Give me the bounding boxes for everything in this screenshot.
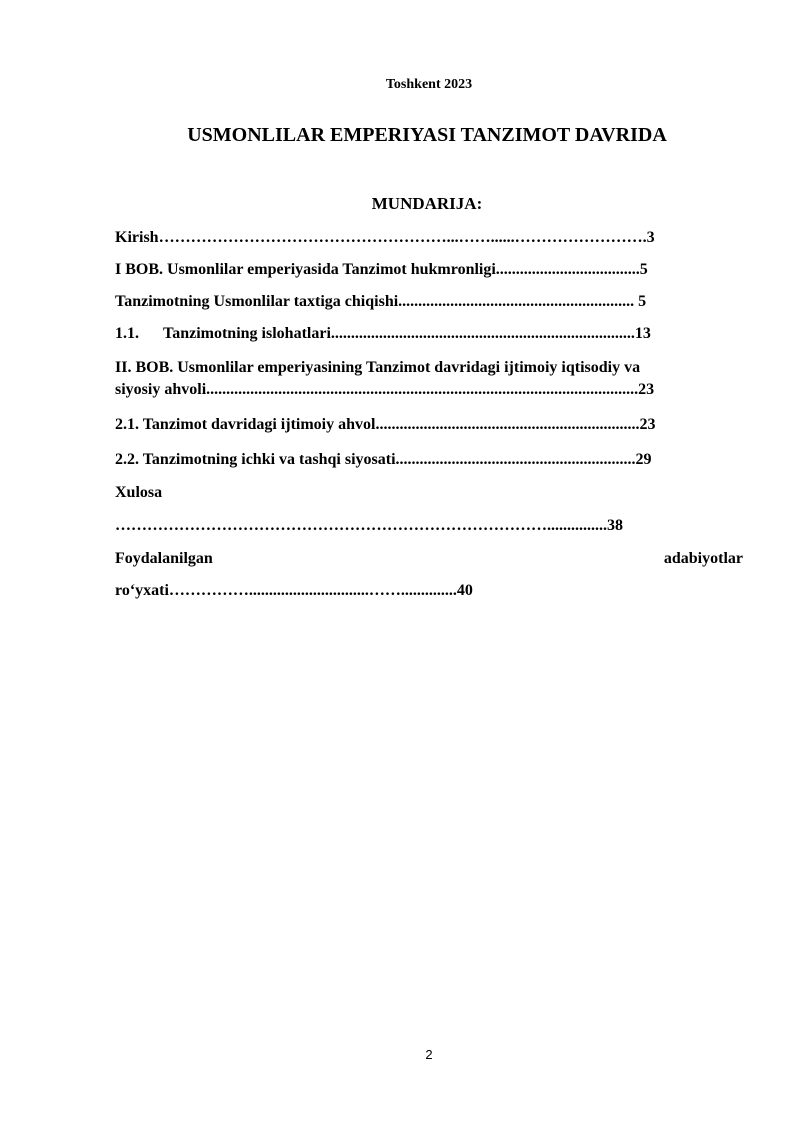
document-title: USMONLILAR EMPERIYASI TANZIMOT DAVRIDA xyxy=(187,124,667,146)
toc-entry-royxati: ro‘yxati……………..............................……..............40 xyxy=(115,582,473,599)
toc-entry-kirish: Kirish………………………………………………...……......…………………….3 xyxy=(115,229,655,246)
toc-entry-bob2-line1: II. BOB. Usmonlilar emperiyasining Tanzimot davridagi ijtimoiy iqtisodiy va xyxy=(115,359,641,376)
toc-entry-xulosa: Xulosa xyxy=(115,484,163,501)
toc-entry-bob2-line2: siyosiy ahvoli............................................................................................................23 xyxy=(115,381,655,398)
toc-entry-foydalanilgan-word1: Foydalanilgan xyxy=(115,550,213,567)
toc-entry-tanzimot-taxt: Tanzimotning Usmonlilar taxtiga chiqishi........................................................... 5 xyxy=(115,293,647,310)
toc-entry-2-1: 2.1. Tanzimot davridagi ijtimoiy ahvol..................................................................23 xyxy=(115,416,656,433)
page-number: 2 xyxy=(425,1047,433,1062)
toc-entry-xulosa-dots: ………………………………………………………………………...............38 xyxy=(115,517,623,534)
toc-entry-foydalanilgan xyxy=(115,549,743,569)
toc-entry-foydalanilgan-word2: adabiyotlar xyxy=(663,550,743,567)
toc-entry-1-1-number: 1.1. xyxy=(115,325,139,342)
toc-entry-1-1-text: Tanzimotning islohatlari............................................................................13 xyxy=(163,325,651,342)
toc-entry-1-1 xyxy=(115,324,651,344)
city-year: Toshkent 2023 xyxy=(385,77,473,92)
toc-heading: MUNDARIJA: xyxy=(371,194,483,213)
toc-entry-2-2: 2.2. Tanzimotning ichki va tashqi siyosati............................................................29 xyxy=(115,451,652,468)
toc-entry-bob1: I BOB. Usmonlilar emperiyasida Tanzimot hukmronligi....................................5 xyxy=(115,261,648,278)
